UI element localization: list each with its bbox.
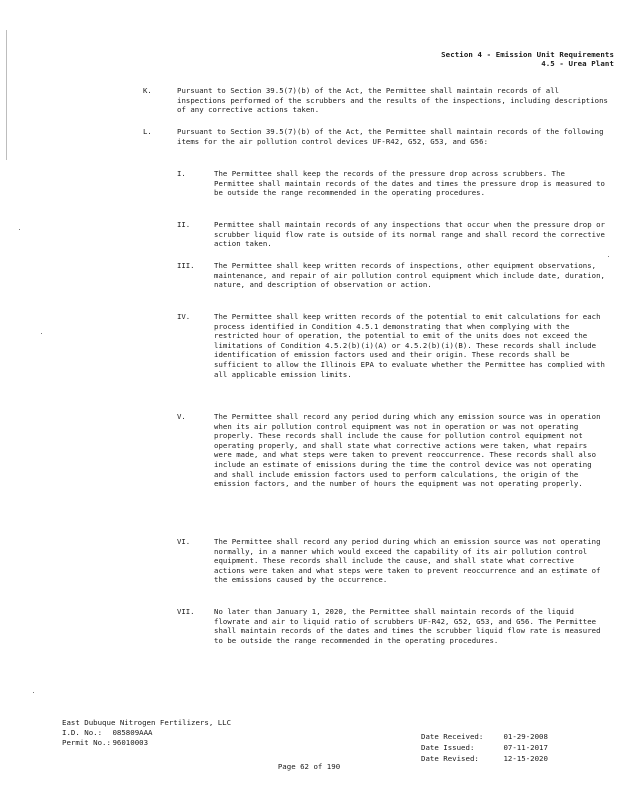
permit-dates: [421, 731, 548, 764]
permit-number-row: [62, 738, 231, 748]
date-revised-label: Date Revised:: [421, 754, 479, 763]
date-revised-value: 12-15-2020: [503, 754, 548, 763]
section-title: Section 4 - Emission Unit Requirements: [441, 50, 614, 59]
subitem-number: VI.: [177, 537, 191, 546]
subitem-number: I.: [177, 169, 186, 178]
subitem-number: VII.: [177, 607, 195, 616]
subsection-title: 4.5 - Urea Plant: [541, 59, 614, 68]
subitem-text: No later than January 1, 2020, the Permittee shall maintain records of the liquid flowrate and air to liquid ratio of scrubbers UF-R42, G52, G53, and G56. The Permittee shall maintain records of the dates and times the scrubber liquid flow rate is measured to be outside the range recommended in the operating procedures.: [214, 607, 601, 645]
date-issued-value: 07-11-2017: [503, 743, 548, 752]
subitem-text: The Permittee shall keep written records of inspections, other equipment observations, maintenance, and repair of air pollution control equipment which include date, duration, nature, and description of observation or action.: [214, 261, 605, 290]
scan-speck: [33, 692, 34, 693]
subitem-text: The Permittee shall record any period during which any emission source was in operation when its air pollution control equipment was not in operation or was not operating properly. These records shall include the cause for pollution control equipment not operating properly, and shall state what corrective actions were taken, what repairs were made, and what steps were taken to prevent reoccurrence. These records shall also include an estimate of emissions during the time the control device was not operating and shall include emission factors used to perform calculations, the origin of the emission factors, and the number of hours the equipment was not operating properly.: [214, 412, 601, 489]
item-text: Pursuant to Section 39.5(7)(b) of the Act, the Permittee shall maintain records of all inspections performed of the scrubbers and the results of the inspections, including descriptions of any corrective actions taken.: [177, 86, 608, 115]
date-issued-row: [421, 742, 548, 753]
scan-speck: [41, 333, 42, 334]
date-received-row: [421, 731, 548, 742]
subitem-text: The Permittee shall keep written records of the potential to emit calculations for each process identified in Condition 4.5.1 demonstrating that when complying with the restricted hour of operation, the potential to emit of the units does not exceed the limitations of Condition 4.5.2(b)(i)(A) or 4.5.2(b)(i)(B). These records shall include identification of emission factors used and their origin. These records shall be sufficient to allow the Illinois EPA to evaluate whether the Permittee has complied with all applicable emission limits.: [214, 312, 605, 379]
subitem-number: II.: [177, 220, 191, 229]
date-issued-label: Date Issued:: [421, 743, 475, 752]
item-letter: K.: [143, 86, 152, 95]
facility-info: [62, 718, 231, 747]
scan-edge-mark: [6, 30, 7, 160]
permit-number-label: Permit No.:: [62, 737, 111, 747]
subitem-number: V.: [177, 412, 186, 421]
section-header: [441, 50, 614, 68]
subitem-text: Permittee shall maintain records of any inspections that occur when the pressure drop or scrubber liquid flow rate is outside of its normal range and shall record the corrective action taken.: [214, 220, 605, 249]
company-name: East Dubuque Nitrogen Fertilizers, LLC: [62, 718, 232, 727]
permit-number-value: 96010003: [112, 737, 149, 747]
item-letter: L.: [143, 127, 152, 136]
subitem-number: III.: [177, 261, 195, 270]
subitem-number: IV.: [177, 312, 191, 321]
subitem-text: The Permittee shall record any period during which an emission source was not operating normally, in a manner which would exceed the capability of its air pollution control equipment. These records shall include the cause, and shall state what corrective actions were taken and what steps were taken to prevent reoccurrence and an estimate of the emissions caused by the occurrence.: [214, 537, 601, 585]
scan-speck: [560, 575, 561, 576]
facility-id-row: [62, 728, 231, 738]
item-text: Pursuant to Section 39.5(7)(b) of the Act, the Permittee shall maintain records of the following items for the air pollution control devices UF-R42, G52, G53, and G56:: [177, 127, 604, 146]
facility-id-value: 085809AAA: [112, 727, 153, 737]
subitem-text: The Permittee shall keep the records of the pressure drop across scrubbers. The Permittee shall maintain records of the dates and times the pressure drop is measured to be outside the range recommended in the operating procedures.: [214, 169, 605, 198]
date-received-value: 01-29-2008: [503, 732, 548, 741]
scan-speck: [608, 256, 609, 257]
facility-id-label: I.D. No.:: [62, 727, 103, 737]
date-received-label: Date Received:: [421, 732, 484, 741]
page-number: Page 62 of 190: [277, 762, 341, 771]
scan-speck: [19, 229, 20, 230]
